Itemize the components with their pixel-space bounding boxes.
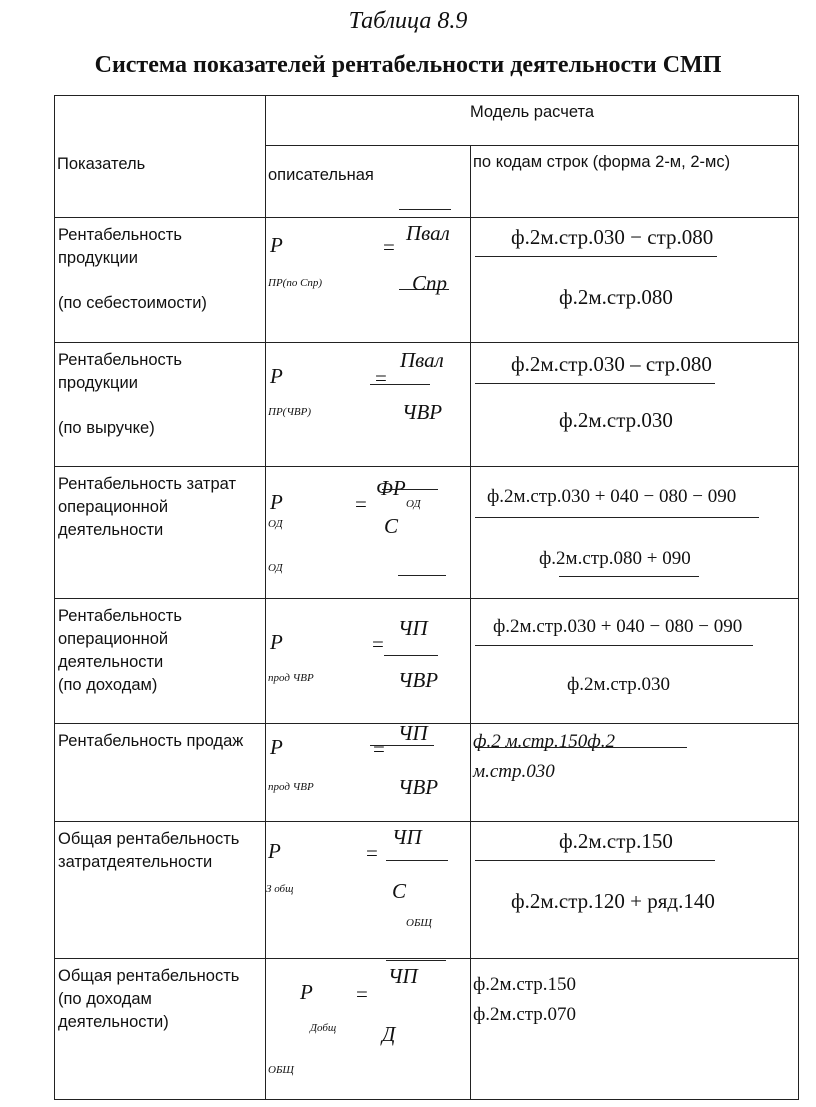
- formula-lhs-sub: З общ: [266, 883, 294, 895]
- formula-eq: =: [366, 841, 378, 865]
- formula-lhs-sub: ОД: [268, 518, 283, 530]
- formula-denominator: Спр: [412, 271, 448, 295]
- formula-denominator: С: [392, 879, 407, 903]
- formula-numerator: ФР: [376, 476, 406, 500]
- row7-descriptive: [266, 959, 471, 1100]
- row-name-text: Рентабельность продукции: [58, 226, 182, 267]
- row5-descriptive: [266, 721, 471, 822]
- row3-name: [55, 467, 266, 599]
- formula-lhs-sub: прод ЧВР: [268, 781, 314, 793]
- header-indicator-label: Показатель: [57, 155, 146, 173]
- table-row: [55, 724, 799, 822]
- row-name-note: (по доходам деятельности): [58, 990, 169, 1031]
- formula-eq: =: [373, 737, 385, 761]
- header-by-codes: [471, 146, 799, 218]
- code-line2: ф.2м.стр.070: [473, 1004, 577, 1025]
- formula-numerator: ЧП: [398, 616, 428, 640]
- formula-lhs: Р: [270, 735, 283, 759]
- table-row: [55, 218, 799, 343]
- row-name-note: (по доходам): [58, 676, 158, 694]
- table-title: Система показателей рентабельности деятельности СМП: [94, 52, 722, 78]
- row3-descriptive: [266, 467, 471, 599]
- formula-numerator-sub: ОД: [406, 498, 421, 510]
- formula-lhs-sub: ПР(по Спр): [268, 277, 323, 289]
- row-name-text: Общая рентабельность: [58, 967, 240, 985]
- row4-name: [55, 599, 266, 724]
- profitability-table: [54, 95, 799, 1100]
- table-row: [55, 599, 799, 724]
- row3-codes: [471, 467, 799, 599]
- row-name-note: (по себестоимости): [58, 294, 207, 312]
- formula-lhs: Р: [300, 980, 313, 1004]
- formula-denominator: Д: [382, 1022, 396, 1046]
- table-row: [55, 959, 799, 1100]
- row2-codes: [471, 343, 799, 467]
- row-name-text: Рентабельность затрат операционной деятельности: [58, 475, 236, 539]
- formula-lhs: Р: [270, 630, 283, 654]
- formula-lhs-sub: прод ЧВР: [268, 672, 314, 684]
- row7-name: [55, 959, 266, 1100]
- code-denominator: ф.2м.стр.080 + 090: [539, 548, 691, 569]
- formula-numerator: Пвал: [400, 348, 444, 372]
- formula-eq: =: [356, 982, 368, 1006]
- formula-denominator: ЧВР: [398, 668, 439, 692]
- formula-lhs-sub2: ОД: [268, 562, 283, 574]
- table-row: [55, 822, 799, 959]
- row6-descriptive: [266, 822, 471, 959]
- formula-denominator-sub: ОБЩ: [406, 917, 432, 929]
- header-model: [266, 96, 799, 146]
- code-line1: ф.2м.стр.150: [473, 974, 577, 995]
- row2-descriptive: [266, 343, 471, 467]
- code-numerator: ф.2м.стр.030 – стр.080: [511, 352, 712, 376]
- formula-lhs-sub2: ОБЩ: [268, 1064, 294, 1076]
- code-numerator: ф.2м.стр.030 + 040 − 080 − 090: [493, 616, 743, 637]
- header-model-label: Модель расчета: [470, 103, 594, 121]
- table-caption: Таблица 8.9: [348, 8, 468, 34]
- code-denominator: ф.2м.стр.030: [559, 408, 673, 432]
- row6-name: [55, 822, 266, 959]
- row4-codes: [471, 599, 799, 724]
- row-name-note: (по выручке): [58, 419, 155, 437]
- formula-eq: =: [355, 492, 367, 516]
- row4-descriptive: [266, 599, 471, 724]
- row-name-text: Рентабельность продаж: [58, 732, 244, 750]
- row6-codes: [471, 822, 799, 959]
- code-numerator: ф.2м.стр.030 + 040 − 080 − 090: [487, 486, 737, 507]
- row2-name: [55, 343, 266, 467]
- row5-codes: [471, 724, 799, 822]
- table-row: [55, 343, 799, 467]
- formula-numerator: ЧП: [388, 964, 418, 988]
- formula-lhs: Р: [270, 233, 283, 257]
- header-descriptive-label: описательная: [268, 166, 374, 184]
- row1-codes: [471, 218, 799, 343]
- row-name-text: Рентабельность операционной деятельности: [58, 607, 182, 671]
- formula-numerator: ЧП: [392, 825, 422, 849]
- formula-eq: =: [383, 235, 395, 259]
- formula-lhs: Р: [268, 839, 281, 863]
- formula-eq: =: [372, 632, 384, 656]
- header-indicator: [55, 96, 266, 218]
- header-by-codes-label: по кодам строк (форма 2-м, 2-мс): [473, 153, 731, 171]
- header-descriptive: [266, 146, 471, 218]
- formula-eq: =: [375, 366, 387, 390]
- formula-numerator: ЧП: [398, 721, 428, 745]
- row1-descriptive: [266, 218, 471, 343]
- row7-codes: [471, 959, 799, 1100]
- code-numerator: ф.2м.стр.030 − стр.080: [511, 225, 714, 249]
- formula-numerator: Пвал: [406, 221, 450, 245]
- formula-denominator: ЧВР: [398, 775, 439, 799]
- row5-name: [55, 724, 266, 822]
- formula-denominator: С: [384, 514, 399, 538]
- formula-lhs: Р: [270, 490, 283, 514]
- code-numerator: ф.2м.стр.150: [559, 829, 673, 853]
- code-line2: м.стр.030: [473, 761, 555, 782]
- formula-lhs-sub: Добщ: [310, 1022, 337, 1034]
- row-name-text: Рентабельность продукции: [58, 351, 182, 392]
- row-name-text: Общая рентабельность затратдеятельности: [58, 830, 240, 871]
- code-denominator: ф.2м.стр.030: [567, 674, 671, 695]
- formula-lhs-sub: ПР(ЧВР): [268, 406, 312, 418]
- formula-lhs: Р: [270, 364, 283, 388]
- code-denominator: ф.2м.стр.080: [559, 285, 673, 309]
- formula-denominator: ЧВР: [402, 400, 443, 424]
- code-denominator: ф.2м.стр.120 + ряд.140: [511, 889, 715, 913]
- table-row: [55, 467, 799, 599]
- row1-name: [55, 218, 266, 343]
- code-line1: ф.2 м.стр.150ф.2: [473, 731, 616, 752]
